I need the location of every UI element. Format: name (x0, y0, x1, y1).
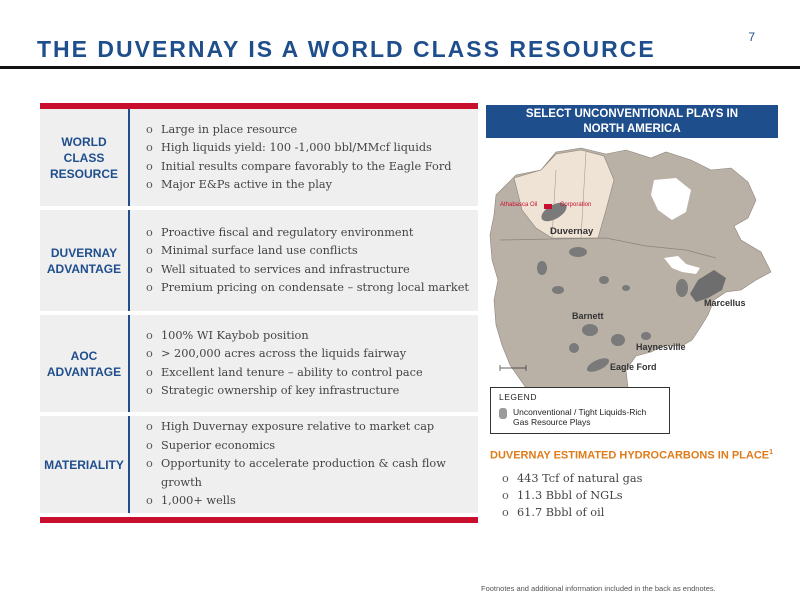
summary-table (40, 103, 478, 523)
aoc-marker (544, 204, 552, 209)
bullet-mark: o (146, 178, 153, 191)
play-shape (537, 261, 547, 275)
bullet-mark: o (146, 328, 153, 342)
map-label-marcellus: Marcellus (704, 298, 746, 308)
row-bullets (130, 416, 478, 513)
list-item (146, 418, 470, 437)
list-item (146, 224, 470, 243)
row-heading-line: RESOURCE (49, 166, 118, 181)
legend-label (513, 407, 646, 427)
bullet-mark: o (146, 159, 153, 173)
table-row (40, 416, 478, 517)
bullet-mark: o (146, 420, 153, 434)
bullet-text: Large in place resource (161, 122, 298, 136)
bullet-mark: o (502, 472, 509, 485)
bullet-mark: o (502, 506, 509, 519)
map-label-red: Corporation (560, 202, 592, 208)
table-bottom-rule (40, 517, 478, 523)
play-shape (569, 247, 587, 257)
play-shape (676, 279, 688, 297)
play-shape (599, 276, 609, 284)
bullet-mark: o (146, 225, 153, 239)
list-item (146, 158, 470, 177)
bullet-mark: o (502, 489, 509, 502)
row-heading-line: ADVANTAGE (46, 364, 122, 379)
list-item (146, 261, 470, 280)
bullet-mark: o (146, 384, 153, 397)
hydrocarbons-title-text: DUVERNAY ESTIMATED HYDROCARBONS IN PLACE (490, 449, 770, 462)
list-item (146, 242, 470, 261)
list-item (146, 492, 470, 511)
row-heading-line: WORLD (61, 134, 107, 149)
bullet-text: 1,000+ wells (161, 494, 236, 508)
bullet-mark: o (146, 347, 153, 360)
row-heading-line: DUVERNAY (50, 245, 118, 260)
haynesville-play (611, 334, 625, 346)
row-heading (40, 315, 130, 412)
list-item (146, 345, 470, 364)
list-item (146, 121, 470, 140)
bullet-text: High Duvernay exposure relative to market cap (161, 420, 435, 434)
bullet-mark: o (146, 122, 153, 136)
bullet-mark: o (146, 365, 153, 379)
bullet-text: > 200,000 acres across the liquids fairway (161, 347, 407, 360)
bullet-text: Major E&Ps active in the play (161, 178, 332, 191)
row-bullets (130, 315, 478, 412)
play-shape (641, 332, 651, 340)
bullet-text: High liquids yield: 100 -1,000 bbl/MMcf liquids (161, 141, 432, 154)
map-label-duvernay: Duvernay (550, 226, 594, 237)
map-label-red: Athabasca Oil (500, 202, 538, 208)
bullet-text: Superior economics (161, 438, 276, 452)
bullet-text: Opportunity to accelerate production & cash flow growth (161, 457, 446, 489)
list-item (146, 455, 470, 492)
bullet-text: 61.7 Bbbl of oil (517, 506, 605, 519)
list-item (502, 504, 642, 521)
table-row (40, 109, 478, 210)
list-item (146, 139, 470, 158)
bullet-text: Minimal surface land use conflicts (161, 244, 358, 257)
bullet-mark: o (146, 281, 153, 294)
list-item (146, 364, 470, 383)
row-bullets (130, 210, 478, 311)
list-item (502, 487, 642, 504)
map-label-haynesville: Haynesville (636, 342, 686, 352)
table-row (40, 315, 478, 416)
list-item (146, 437, 470, 456)
bullet-text: Initial results compare favorably to the Eagle Ford (161, 159, 452, 173)
bullet-text: Strategic ownership of key infrastructure (161, 384, 400, 397)
map-label-eagle-ford: Eagle Ford (610, 362, 657, 372)
row-heading-line: ADVANTAGE (46, 261, 122, 276)
play-shape (552, 286, 564, 294)
bullet-text: Premium pricing on condensate – strong local market (161, 281, 469, 294)
list-item (146, 382, 470, 401)
row-bullets (130, 109, 478, 206)
bullet-text: Proactive fiscal and regulatory environment (161, 225, 414, 239)
map-label-barnett: Barnett (572, 311, 604, 321)
bullet-text: Well situated to services and infrastructure (161, 262, 410, 276)
bullet-mark: o (146, 457, 153, 471)
map-legend (490, 387, 670, 434)
hydrocarbons-list (502, 470, 642, 521)
row-heading-line: MATERIALITY (44, 457, 124, 472)
row-heading (40, 416, 130, 513)
table-row (40, 210, 478, 315)
bullet-mark: o (146, 438, 153, 452)
list-item (146, 176, 470, 195)
row-heading-line: CLASS (63, 150, 105, 165)
legend-swatch (499, 408, 507, 419)
bullet-mark: o (146, 141, 153, 154)
bullet-text: 443 Tcf of natural gas (517, 472, 643, 485)
legend-item (499, 407, 661, 427)
bullet-text: 11.3 Bbbl of NGLs (517, 489, 623, 502)
map-header (486, 105, 778, 138)
map-header-line: NORTH AMERICA (583, 123, 681, 135)
hydrocarbons-title (490, 449, 773, 462)
map-header-line: SELECT UNCONVENTIONAL PLAYS IN (525, 108, 739, 120)
play-shape (569, 343, 579, 353)
bullet-mark: o (146, 244, 153, 257)
list-item (146, 279, 470, 298)
play-shape (622, 285, 630, 291)
row-heading-line: AOC (70, 348, 98, 363)
bullet-text: Excellent land tenure – ability to control pace (161, 365, 423, 379)
list-item (502, 470, 642, 487)
legend-label-line: Unconventional / Tight Liquids-Rich (513, 407, 647, 417)
legend-label-line: Gas Resource Plays (513, 417, 591, 427)
legend-title: LEGEND (499, 392, 537, 402)
barnett-play (582, 324, 598, 336)
page-number: 7 (748, 30, 755, 44)
bullet-mark: o (146, 494, 153, 508)
bullet-text: 100% WI Kaybob position (161, 328, 309, 342)
row-heading (40, 109, 130, 206)
page-title: THE DUVERNAY IS A WORLD CLASS RESOURCE (37, 36, 656, 62)
bullet-mark: o (146, 262, 153, 276)
footnote-ref: 1 (769, 449, 774, 456)
list-item (146, 327, 470, 346)
title-rule (0, 66, 800, 69)
footnote: Footnotes and additional information included in the back as endnotes. (481, 584, 716, 593)
row-heading (40, 210, 130, 311)
